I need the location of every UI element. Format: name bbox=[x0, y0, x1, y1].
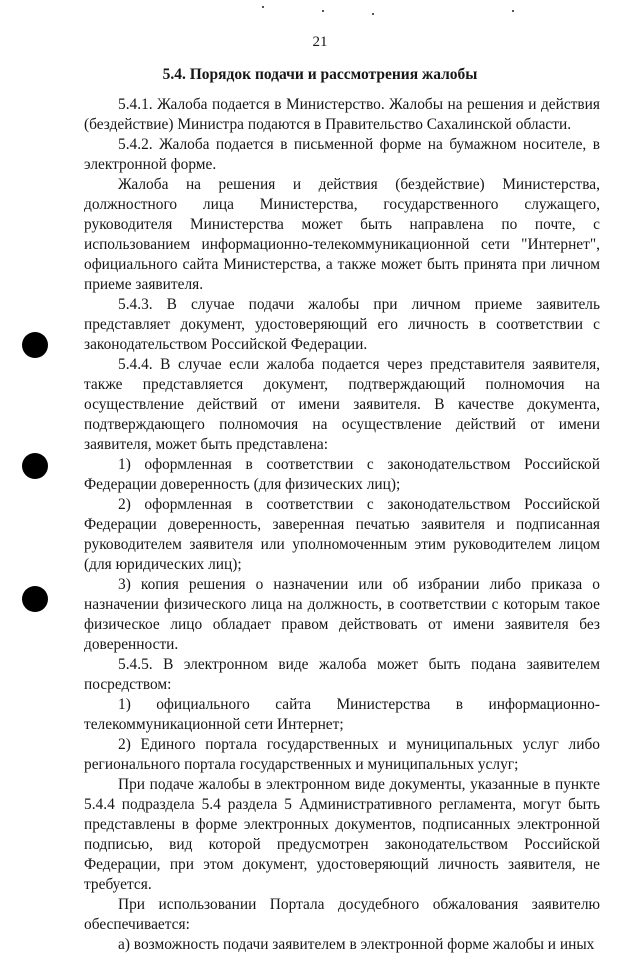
scan-speck bbox=[512, 10, 514, 12]
paragraph-5-4-5: 5.4.5. В электронном виде жалоба может быть подана заявителем посредством: bbox=[84, 656, 600, 693]
list-item-4-2: 2) оформленная в соответствии с законодательством Российской Федерации доверенность, заверенная печатью заявителя и подписанная руководителем заявителя или уполномоченным этим руководителем лицом (для юридических лиц); bbox=[84, 496, 600, 573]
page-number: 21 bbox=[312, 34, 328, 50]
paragraph-5-4-4: 5.4.4. В случае если жалоба подается через представителя заявителя, также представляется документ, подтверждающий полномочия на осуществление действий от имени заявителя. В качестве документа, подтверждающего полномочия на осуществление действий от имени заявителя, может быть представлена: bbox=[84, 356, 600, 453]
document-body bbox=[84, 95, 600, 955]
punch-hole-bottom bbox=[22, 586, 48, 612]
punch-hole-top bbox=[22, 332, 48, 358]
scan-speck bbox=[372, 13, 374, 15]
section-title: 5.4. Порядок подачи и рассмотрения жалобы bbox=[162, 66, 478, 83]
scan-speck bbox=[322, 10, 324, 12]
list-item-5-2: 2) Единого портала государственных и муниципальных услуг либо регионального портала государственных и муниципальных услуг; bbox=[84, 736, 600, 773]
punch-hole-middle bbox=[22, 453, 48, 479]
list-item-4-1: 1) оформленная в соответствии с законодательством Российской Федерации доверенность (для физических лиц); bbox=[84, 456, 600, 493]
scan-speck bbox=[262, 6, 264, 8]
paragraph-5-4-3: 5.4.3. В случае подачи жалобы при личном приеме заявитель представляет документ, удостоверяющий его личность в соответствии с законодательством Российской Федерации. bbox=[84, 296, 600, 353]
list-item-4-3: 3) копия решения о назначении или об избрании либо приказа о назначении физического лица на должность, в соответствии с которым такое физическое лицо обладает правом действовать от имени заявителя без доверенности. bbox=[84, 576, 600, 653]
paragraph-5-4-1: 5.4.1. Жалоба подается в Министерство. Жалобы на решения и действия (бездействие) Министра подаются в Правительство Сахалинской области. bbox=[84, 96, 600, 133]
paragraph-5-4-2: 5.4.2. Жалоба подается в письменной форме на бумажном носителе, в электронной форме. bbox=[84, 136, 600, 173]
paragraph-portal: При использовании Портала досудебного обжалования заявителю обеспечивается: bbox=[84, 896, 600, 933]
list-item-5-1: 1) официального сайта Министерства в информационно-телекоммуникационной сети Интернет; bbox=[84, 696, 600, 733]
paragraph-complaint-channels: Жалоба на решения и действия (бездействие) Министерства, должностного лица Министерства, государственного служащего, руководителя Министерства может быть направлена по почте, с использованием информационно-телекоммуникационной сети "Интернет", официального сайта Министерства, а также может быть принята при личном приеме заявителя. bbox=[84, 176, 600, 293]
list-item-a: а) возможность подачи заявителем в электронной форме жалобы и иных bbox=[118, 936, 595, 953]
paragraph-electronic-docs: При подаче жалобы в электронном виде документы, указанные в пункте 5.4.4 подраздела 5.4 раздела 5 Административного регламента, могут быть представлены в форме электронных документов, подписанных электронной подписью, вид которой предусмотрен законодательством Российской Федерации, при этом документ, удостоверяющий личность заявителя, не требуется. bbox=[84, 776, 600, 893]
